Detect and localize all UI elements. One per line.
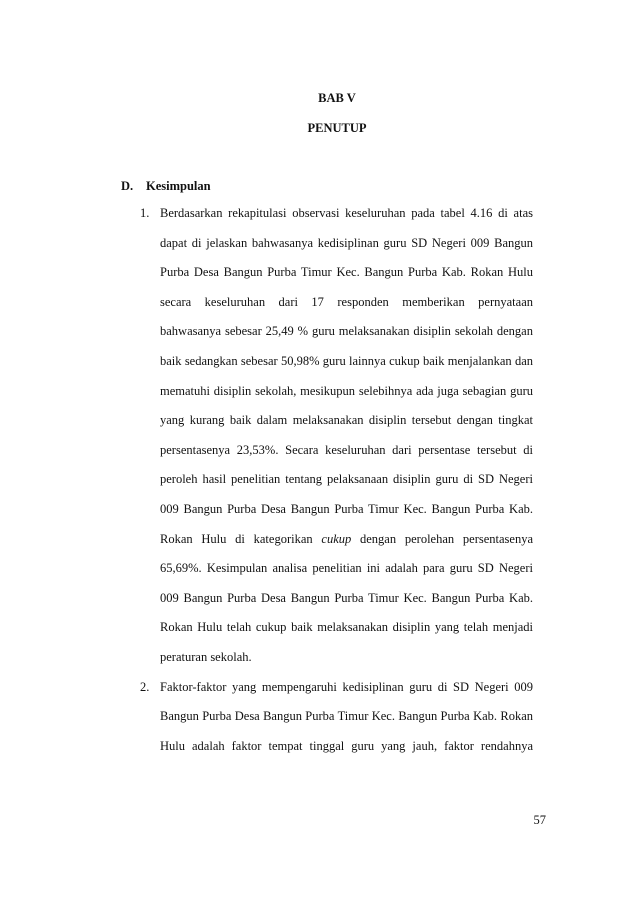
list-item-text: [160, 199, 533, 673]
list-item-number: 2.: [140, 679, 150, 694]
list-item-number: 1.: [140, 206, 150, 220]
list-item-text-part: Berdasarkan rekapitulasi observasi keseluruhan pada tabel 4.16 di atas dapat di jelaskan bahwasanya kedisiplinan guru SD Negeri 009 Bangun Purba Desa Bangun Purba Timur Kec. Bangun Purba Kab. Rokan Hulu secara keseluruhan dari 17 responden memberikan pernyataan bahwasanya sebesar 25,49 % guru melaksanakan disiplin sekolah dengan baik sedangkan sebesar 50,98% guru lainnya cukup baik menjalankan dan mematuhi disiplin sekolah, mesikupun selebihnya ada juga sebagian guru yang kurang baik dalam melaksanakan disiplin tersebut dengan tingkat persentasenya 23,53%. Secara keseluruhan dari persentase tersebut di peroleh hasil penelitian tentang pelaksanaan disiplin guru di SD Negeri 009 Bangun Purba Desa Bangun Purba Timur Kec. Bangun Purba Kab. Rokan Hulu di kategorikan: [160, 206, 533, 546]
list-item: [140, 199, 533, 673]
list-item-text-part: dengan perolehan persentasenya 65,69%. Kesimpulan analisa penelitian ini adalah para guru SD Negeri 009 Bangun Purba Desa Bangun Purba Timur Kec. Bangun Purba Kab. Rokan Hulu telah cukup baik melaksanakan disiplin yang telah menjadi peraturan sekolah.: [160, 531, 533, 664]
page-number: 57: [533, 813, 546, 827]
section-title: Kesimpulan: [146, 179, 211, 193]
list-item: [140, 673, 533, 762]
section-heading: [121, 178, 211, 194]
section-letter: D.: [121, 179, 134, 193]
chapter-label: BAB V: [318, 91, 356, 105]
chapter-title: PENUTUP: [307, 121, 367, 135]
list-item-emphasis: cukup: [321, 531, 352, 546]
conclusion-list: [140, 199, 533, 761]
list-item-text: Faktor-faktor yang mempengaruhi kedisiplinan guru di SD Negeri 009 Bangun Purba Desa Bangun Purba Timur Kec. Bangun Purba Kab. Rokan Hulu adalah faktor tempat tinggal guru yang jauh, faktor rendahnya: [160, 679, 533, 753]
